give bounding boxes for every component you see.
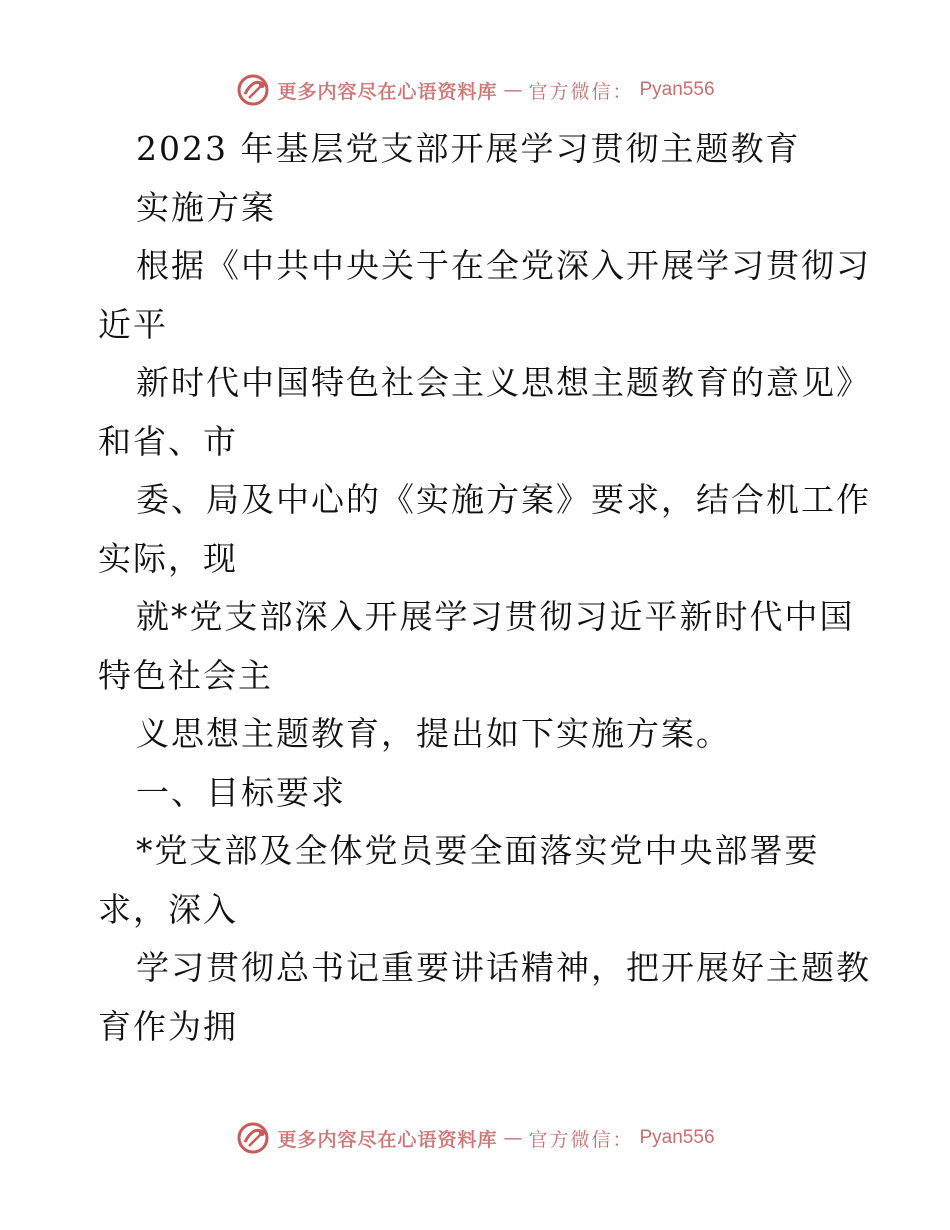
- text-line: 求，深入: [98, 889, 238, 929]
- watermark-wechat-id: Pyan556: [639, 79, 715, 100]
- text-line: 和省、市: [98, 421, 238, 461]
- watermark-wechat-id: Pyan556: [639, 1127, 715, 1148]
- text-line: 新时代中国特色社会主义思想主题教育的意见》: [136, 363, 871, 402]
- watermark-dash: —: [503, 1127, 523, 1149]
- text-line: 委、局及中心的《实施方案》要求，结合机工作: [136, 480, 871, 519]
- text-line: 近平: [98, 304, 168, 344]
- text-line: 育作为拥: [98, 1006, 238, 1046]
- text-line: 学习贯彻总书记重要讲话精神，把开展好主题教: [136, 948, 871, 987]
- watermark-site-name: 更多内容尽在心语资料库: [277, 80, 498, 103]
- watermark-header: [0, 70, 950, 110]
- text-line: 特色社会主: [98, 655, 273, 695]
- text-line: 实际，现: [98, 538, 238, 578]
- watermark-footer: [0, 1118, 950, 1158]
- document-body: [98, 120, 898, 1056]
- text-line: 一、目标要求: [136, 772, 346, 812]
- watermark-wechat-label: 官方微信：: [528, 1128, 634, 1151]
- text-line: 根据《中共中央关于在全党深入开展学习贯彻习: [136, 246, 871, 285]
- text-line: *党支部及全体党员要全面落实党中央部署要: [136, 831, 820, 870]
- watermark-dash: —: [503, 79, 523, 101]
- watermark-wechat-label: 官方微信：: [528, 80, 634, 103]
- text-line: 就*党支部深入开展学习贯彻习近平新时代中国: [136, 597, 855, 636]
- document-title-line: 2023 年基层党支部开展学习贯彻主题教育: [136, 129, 801, 168]
- text-line: 实施方案: [136, 187, 276, 227]
- text-line: 义思想主题教育，提出如下实施方案。: [136, 714, 731, 753]
- brand-logo-icon: [235, 72, 271, 108]
- brand-logo-icon: [235, 1120, 271, 1156]
- watermark-site-name: 更多内容尽在心语资料库: [277, 1128, 498, 1151]
